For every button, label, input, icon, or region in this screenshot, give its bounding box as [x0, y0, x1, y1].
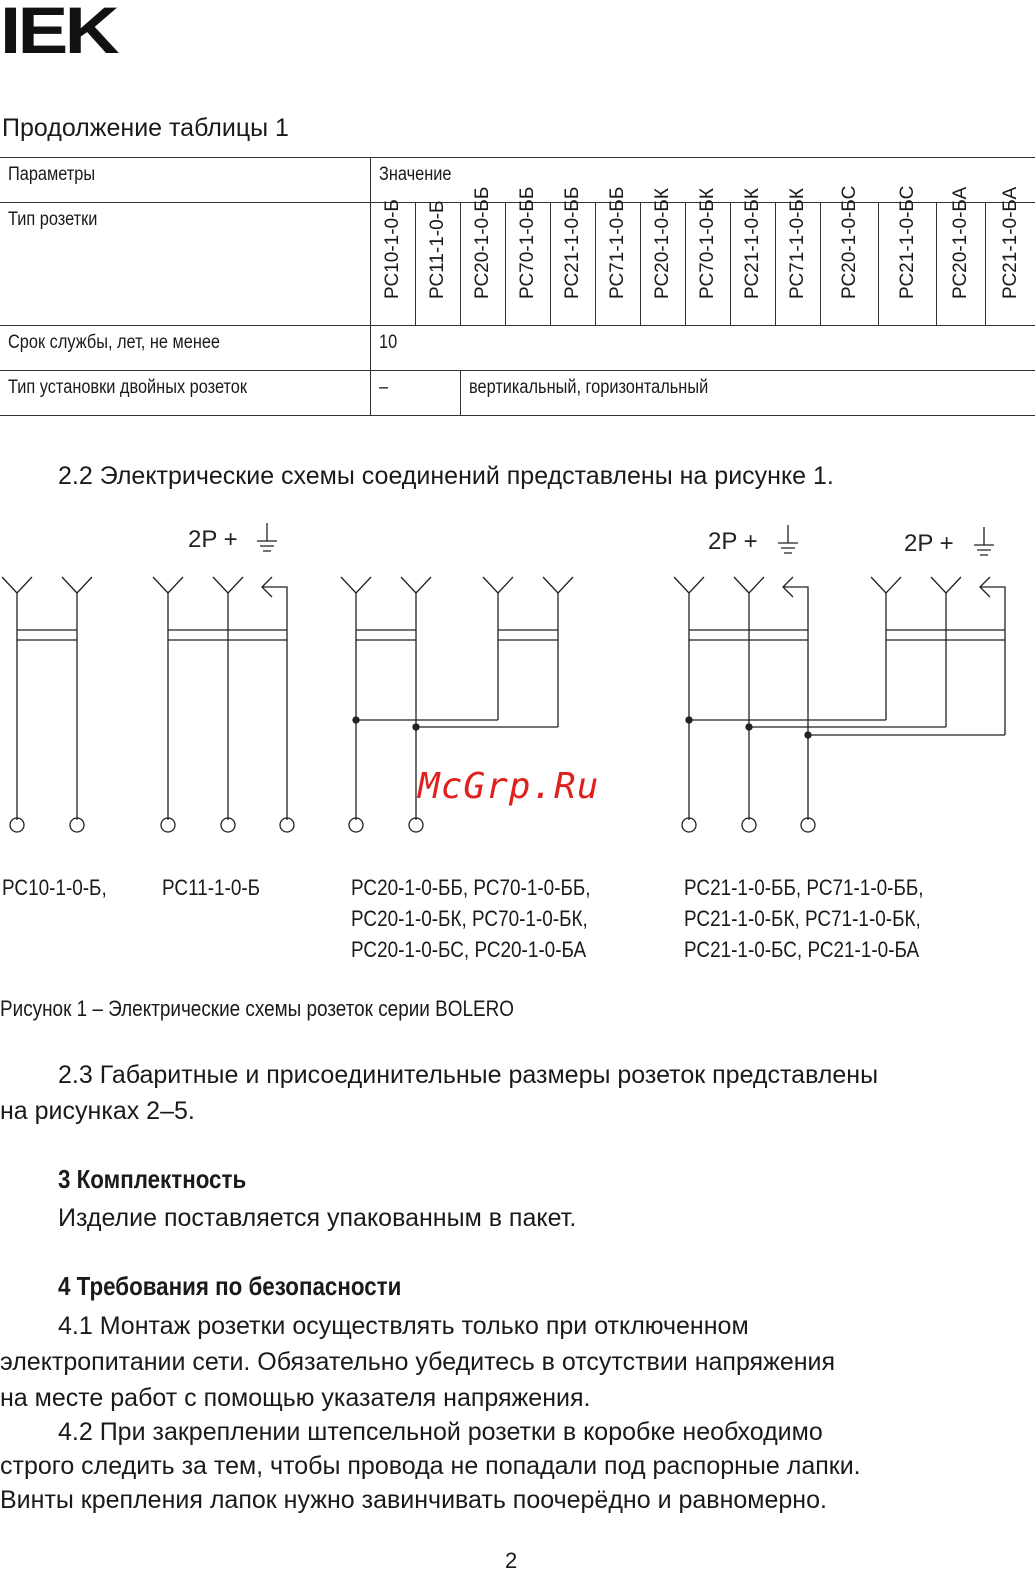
socket-type: РС20-1-0-БС: [838, 185, 860, 299]
socket-type: РС21-1-0-ББ: [562, 186, 583, 299]
scheme-label-rc21: РС21-1-0-ББ, РС71-1-0-ББ, РС21-1-0-БК, РС71-1-0-БК, РС21-1-0-БС, РС21-1-0-БА: [684, 875, 924, 962]
service-life-value: 10: [379, 332, 398, 353]
section-2-3: 2.3 Габаритные и присоединительные размеры розеток представлены на рисунках 2–5.: [0, 1061, 879, 1125]
section-4-1: 4.1 Монтаж розетки осуществлять только при отключенном электропитании сети. Обязательно убедитесь в отсутствии напряжения на месте работ с помощью указателя напряжения.: [0, 1312, 836, 1412]
install-type-dash: –: [379, 377, 389, 398]
watermark: McGrp.Ru: [418, 766, 600, 807]
socket-type-cell: [879, 185, 937, 326]
scheme-label-rc11: РС11-1-0-Б: [162, 875, 261, 900]
section-3-text: Изделие поставляется упакованным в пакет.: [58, 1204, 577, 1232]
scheme-rc10: [2, 577, 92, 832]
socket-type-cell: [551, 186, 596, 326]
params-header: Параметры: [8, 164, 96, 185]
socket-type: РС11-1-0-Б: [427, 200, 448, 299]
install-type-label-cell: [0, 371, 371, 416]
svg-text:2P +: 2P +: [188, 526, 238, 553]
section-4-title: 4 Требования по безопасности: [58, 1271, 402, 1301]
scheme-label-rc10: РС10-1-0-Б,: [2, 875, 107, 900]
socket-type-cell: [937, 186, 986, 326]
socket-type: РС21-1-0-БС: [896, 185, 918, 299]
params-header-cell: [0, 158, 371, 203]
ground-symbol: [904, 527, 994, 557]
scheme-label-rc20: РС20-1-0-ББ, РС70-1-0-ББ, РС20-1-0-БК, РС70-1-0-БК, РС20-1-0-БС, РС20-1-0-БА: [351, 875, 591, 962]
socket-type: РС70-1-0-БК: [697, 188, 718, 299]
socket-type: РС21-1-0-БК: [742, 188, 763, 299]
install-type-dash-cell: [371, 371, 461, 416]
socket-type-label-cell: [0, 203, 371, 326]
value-header: Значение: [379, 164, 452, 185]
socket-type: РС20-1-0-ББ: [472, 186, 493, 299]
install-type-label: Тип установки двойных розеток: [8, 377, 248, 398]
install-type-value-cell: [461, 371, 1035, 416]
socket-type: РС10-1-0-Б: [382, 199, 403, 299]
socket-type: РС20-1-0-БА: [950, 186, 971, 299]
socket-type-cell: [776, 188, 821, 326]
table-row: [0, 203, 1035, 326]
socket-type: РС71-1-0-ББ: [607, 186, 628, 299]
figure-caption: Рисунок 1 – Электрические схемы розеток серии BOLERO: [0, 996, 514, 1021]
socket-type-cell: [686, 188, 731, 326]
scheme-rc11: [153, 577, 294, 832]
iek-logo: IEK: [0, 0, 117, 67]
socket-type-cell: [821, 185, 879, 326]
section-4-2: 4.2 При закреплении штепсельной розетки в коробке необходимо строго следить за тем, чтобы провода не попадали под распорные лапки. Винты крепления лапок нужно завинчивать поочерёдно и равномерно.: [0, 1418, 861, 1514]
install-type-value: вертикальный, горизонтальный: [469, 377, 709, 398]
table-row: [0, 326, 1035, 371]
socket-type-cell: [731, 188, 776, 326]
service-life-label: Срок службы, лет, не менее: [8, 332, 221, 353]
page-number: 2: [505, 1548, 518, 1573]
service-life-label-cell: [0, 326, 371, 371]
scheme-rc21-double: [674, 577, 1005, 832]
socket-type: РС71-1-0-БК: [787, 188, 808, 299]
socket-type-cell: [461, 186, 506, 326]
socket-type-cell: [596, 186, 641, 326]
socket-type-cell: [371, 199, 416, 326]
svg-text:2P +: 2P +: [708, 528, 758, 555]
socket-type-cell: [506, 186, 551, 326]
socket-type: РС21-1-0-БА: [999, 186, 1021, 299]
parameters-table: [0, 157, 1035, 416]
section-3-title: 3 Комплектность: [58, 1164, 247, 1194]
socket-type: РС20-1-0-БК: [652, 188, 673, 299]
table-caption: Продолжение таблицы 1: [2, 114, 289, 142]
socket-type: РС70-1-0-ББ: [517, 186, 538, 299]
section-2-2: 2.2 Электрические схемы соединений представлены на рисунке 1.: [58, 462, 834, 490]
socket-type-cell: [641, 188, 686, 326]
service-life-value-cell: [371, 326, 1035, 371]
ground-symbol: [188, 523, 277, 553]
table-row: [0, 371, 1035, 416]
socket-type-cell: [986, 186, 1035, 326]
ground-symbol: [708, 525, 798, 555]
svg-text:2P +: 2P +: [904, 530, 954, 557]
socket-type-cell: [416, 200, 461, 326]
socket-type-label: Тип розетки: [8, 209, 98, 230]
